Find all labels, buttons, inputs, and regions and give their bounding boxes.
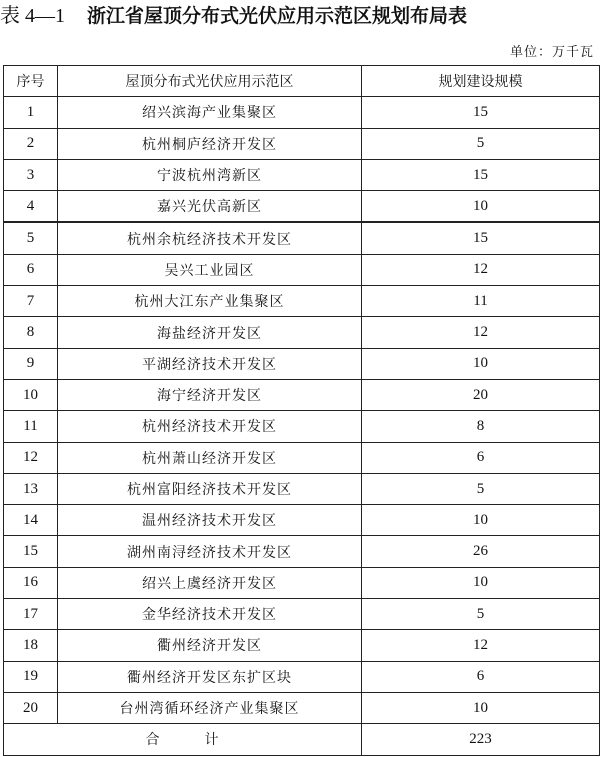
row-scale-value: 10: [362, 348, 600, 379]
row-index: 14: [4, 505, 58, 536]
table-row: [4, 692, 600, 723]
table-row: [4, 661, 600, 692]
row-zone-name: 温州经济技术开发区: [58, 505, 362, 536]
row-zone-name: 杭州余杭经济技术开发区: [58, 222, 362, 254]
row-zone-name: 杭州萧山经济开发区: [58, 442, 362, 473]
table-row: [4, 379, 600, 410]
row-scale-value: 5: [362, 599, 600, 630]
header-index: 序号: [4, 66, 58, 97]
row-index: 3: [4, 159, 58, 190]
table-row: [4, 411, 600, 442]
header-scale: 规划建设规模: [362, 66, 600, 97]
table-row: [4, 630, 600, 661]
row-scale-value: 12: [362, 254, 600, 285]
table-row: [4, 536, 600, 567]
table-title-text: 浙江省屋顶分布式光伏应用示范区规划布局表: [87, 5, 468, 27]
unit-label: 单位：万千瓦: [509, 45, 594, 60]
table-row: [4, 567, 600, 598]
row-zone-name: 杭州桐庐经济开发区: [58, 128, 362, 159]
row-zone-name: 杭州富阳经济技术开发区: [58, 473, 362, 504]
row-index: 8: [4, 317, 58, 348]
row-index: 5: [4, 222, 58, 254]
row-scale-value: 10: [362, 567, 600, 598]
row-zone-name: 海盐经济开发区: [58, 317, 362, 348]
table-row: [4, 505, 600, 536]
table-title: [0, 3, 600, 29]
row-scale-value: 10: [362, 505, 600, 536]
row-zone-name: 金华经济技术开发区: [58, 599, 362, 630]
header-zone: 屋顶分布式光伏应用示范区: [58, 66, 362, 97]
row-scale-value: 6: [362, 442, 600, 473]
row-index: 9: [4, 348, 58, 379]
row-index: 17: [4, 599, 58, 630]
row-index: 4: [4, 191, 58, 223]
table-row: [4, 473, 600, 504]
row-scale-value: 10: [362, 692, 600, 723]
row-scale-value: 8: [362, 411, 600, 442]
row-scale-value: 26: [362, 536, 600, 567]
table-row: [4, 442, 600, 473]
row-zone-name: 台州湾循环经济产业集聚区: [58, 692, 362, 723]
row-zone-name: 宁波杭州湾新区: [58, 159, 362, 190]
row-index: 16: [4, 567, 58, 598]
table-row: [4, 254, 600, 285]
row-scale-value: 15: [362, 159, 600, 190]
table-row: [4, 348, 600, 379]
row-zone-name: 衢州经济开发区东扩区块: [58, 661, 362, 692]
table-row: [4, 286, 600, 317]
total-row: [4, 724, 600, 755]
header-row: [4, 66, 600, 97]
row-index: 20: [4, 692, 58, 723]
table-row: [4, 128, 600, 159]
total-label-left: 合: [145, 732, 161, 749]
row-zone-name: 海宁经济开发区: [58, 379, 362, 410]
total-value: 223: [362, 724, 600, 755]
row-scale-value: 15: [362, 97, 600, 128]
total-label: [4, 724, 362, 755]
row-index: 12: [4, 442, 58, 473]
table-row: [4, 191, 600, 223]
total-label-right: 计: [204, 732, 220, 749]
row-scale-value: 5: [362, 473, 600, 504]
row-zone-name: 绍兴滨海产业集聚区: [58, 97, 362, 128]
row-zone-name: 吴兴工业园区: [58, 254, 362, 285]
row-index: 7: [4, 286, 58, 317]
row-zone-name: 杭州经济技术开发区: [58, 411, 362, 442]
row-zone-name: 杭州大江东产业集聚区: [58, 286, 362, 317]
row-scale-value: 20: [362, 379, 600, 410]
row-index: 10: [4, 379, 58, 410]
row-zone-name: 平湖经济技术开发区: [58, 348, 362, 379]
row-index: 18: [4, 630, 58, 661]
row-scale-value: 5: [362, 128, 600, 159]
table-row: [4, 317, 600, 348]
row-scale-value: 10: [362, 191, 600, 223]
row-index: 11: [4, 411, 58, 442]
row-zone-name: 湖州南浔经济技术开发区: [58, 536, 362, 567]
row-scale-value: 12: [362, 317, 600, 348]
table-row: [4, 159, 600, 190]
row-zone-name: 嘉兴光伏高新区: [58, 191, 362, 223]
row-scale-value: 15: [362, 222, 600, 254]
row-index: 6: [4, 254, 58, 285]
row-scale-value: 11: [362, 286, 600, 317]
row-index: 15: [4, 536, 58, 567]
table-number: 表 4—1: [0, 5, 65, 27]
row-zone-name: 衢州经济开发区: [58, 630, 362, 661]
table-row: [4, 599, 600, 630]
row-index: 1: [4, 97, 58, 128]
table-row: [4, 222, 600, 254]
row-zone-name: 绍兴上虞经济开发区: [58, 567, 362, 598]
row-scale-value: 12: [362, 630, 600, 661]
row-index: 2: [4, 128, 58, 159]
row-index: 13: [4, 473, 58, 504]
table-row: [4, 97, 600, 128]
layout-table: [3, 65, 600, 756]
row-index: 19: [4, 661, 58, 692]
row-scale-value: 6: [362, 661, 600, 692]
